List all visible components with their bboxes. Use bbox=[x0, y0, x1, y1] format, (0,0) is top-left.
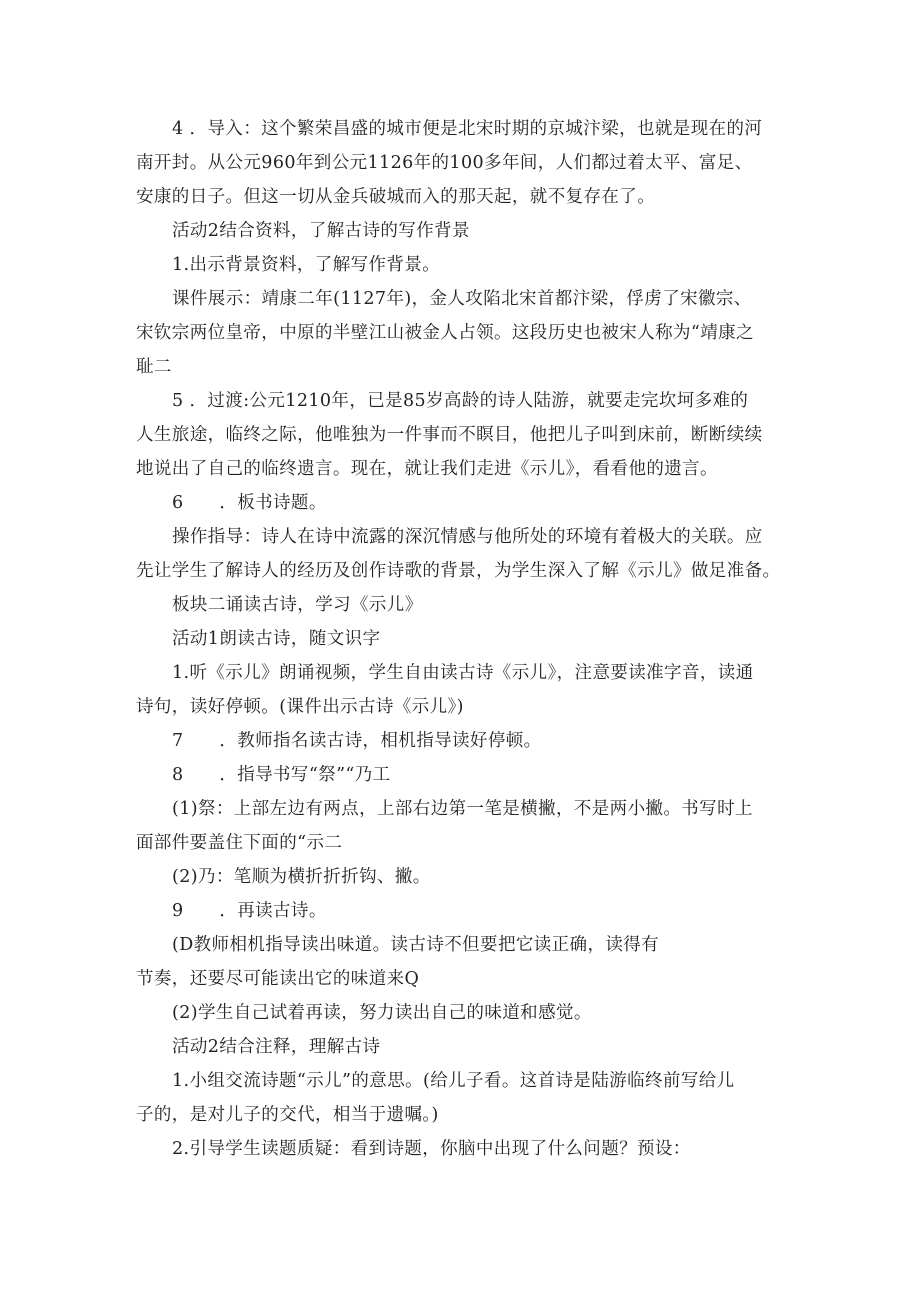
paragraph-line-11: 地说出了自己的临终遗言。现在，就让我们走进《示儿》，看看他的遗言。 bbox=[136, 459, 718, 479]
paragraph-line-27: (2)学生自己试着再读，努力读出自己的味道和感觉。 bbox=[172, 1003, 592, 1023]
activity-heading-3: 活动2结合注释，理解古诗 bbox=[172, 1037, 381, 1057]
activity-heading: 活动2结合资料，了解古诗的写作背景 bbox=[172, 221, 470, 241]
paragraph-line-30: 子的，是对儿子的交代，相当于遗嘱。) bbox=[136, 1105, 439, 1125]
paragraph-line-20: 8 ．指导书写“祭”“乃工 bbox=[172, 765, 391, 785]
paragraph-line-5: 1.出示背景资料，了解写作背景。 bbox=[172, 255, 441, 275]
paragraph-line-2: 南开封。从公元960年到公元1126年的100多年间，人们都过着太平、富足、 bbox=[136, 153, 753, 173]
paragraph-line-7: 宋钦宗两位皇帝，中原的半壁江山被金人占领。这段历史也被宋人称为“靖康之 bbox=[136, 323, 754, 343]
paragraph-line-31: 2.引导学生读题质疑：看到诗题，你脑中出现了什么问题？预设： bbox=[172, 1139, 691, 1159]
paragraph-line-8: 耻二 bbox=[136, 357, 172, 377]
paragraph-line-12: 6 ．板书诗题。 bbox=[172, 493, 327, 513]
paragraph-line-1: 4 ．导入：这个繁荣昌盛的城市便是北宋时期的京城汴梁，也就是现在的河 bbox=[172, 119, 763, 139]
paragraph-line-21: (1)祭：上部左边有两点，上部右边第一笔是横撇，不是两小撇。书写时上 bbox=[172, 799, 753, 819]
paragraph-line-18: 诗句，读好停顿。(课件出示古诗《示儿》) bbox=[136, 697, 464, 717]
paragraph-line-10: 人生旅途，临终之际，他唯独为一件事而不瞑目，他把儿子叫到床前，断断续续 bbox=[136, 425, 763, 445]
activity-heading-2: 活动1朗读古诗，随文识字 bbox=[172, 629, 381, 649]
document-body bbox=[136, 112, 796, 1166]
paragraph-line-14: 先让学生了解诗人的经历及创作诗歌的背景，为学生深入了解《示儿》做足准备。 bbox=[136, 561, 781, 581]
paragraph-line-13: 操作指导：诗人在诗中流露的深沉情感与他所处的环境有着极大的关联。应 bbox=[172, 527, 763, 547]
paragraph-line-26: 节奏，还要尽可能读出它的味道来Q bbox=[136, 969, 420, 989]
paragraph-line-25: (D教师相机指导读出味道。读古诗不但要把它读正确，读得有 bbox=[172, 935, 660, 955]
paragraph-line-19: 7 ．教师指名读古诗，相机指导读好停顿。 bbox=[172, 731, 542, 751]
paragraph-line-9: 5 ．过渡:公元1210年，已是85岁高龄的诗人陆游，就要走完坎坷多难的 bbox=[172, 391, 749, 411]
paragraph-line-24: 9 ．再读古诗。 bbox=[172, 901, 327, 921]
paragraph-line-6: 课件展示：靖康二年(1127年)，金人攻陷北宋首都汴梁，俘虏了宋徽宗、 bbox=[172, 289, 752, 309]
section-heading: 板块二诵读古诗，学习《示儿》 bbox=[172, 595, 423, 615]
paragraph-line-23: (2)乃：笔顺为横折折折钩、撇。 bbox=[172, 867, 431, 887]
paragraph-line-29: 1.小组交流诗题“示儿”的意思。(给儿子看。这首诗是陆游临终前写给儿 bbox=[172, 1071, 735, 1091]
paragraph-line-17: 1.听《示儿》朗诵视频，学生自由读古诗《示儿》，注意要读准字音，读通 bbox=[172, 663, 754, 683]
paragraph-line-22: 面部件要盖住下面的“示二 bbox=[136, 833, 343, 853]
paragraph-line-3: 安康的日子。但这一切从金兵破城而入的那天起，就不复存在了。 bbox=[136, 187, 656, 207]
